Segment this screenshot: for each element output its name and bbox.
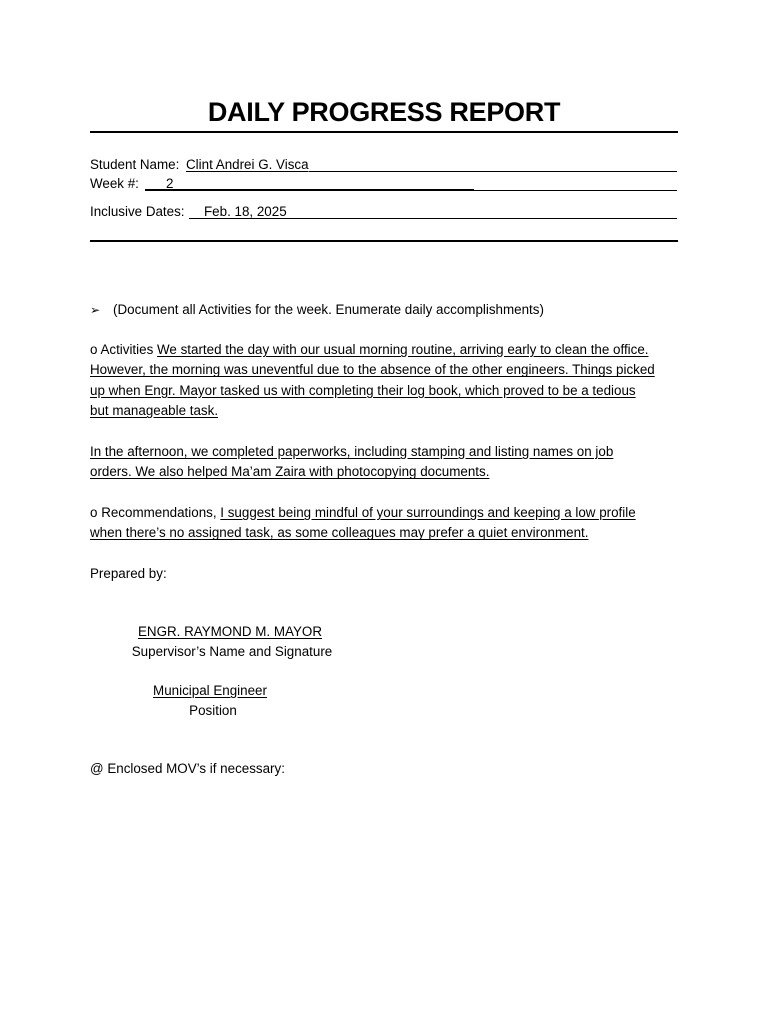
inclusive-dates-label: Inclusive Dates: — [90, 204, 185, 219]
instruction-text: (Document all Activities for the week. Enumerate daily accomplishments) — [113, 302, 544, 317]
prepared-by-label: Prepared by: — [90, 566, 167, 581]
recommendations-paragraph — [90, 503, 680, 544]
student-name-fill-line — [309, 171, 677, 172]
recommendations-marker: o — [90, 505, 98, 520]
activities-marker: o — [90, 342, 98, 357]
enclosed-mov-label: @ Enclosed MOV’s if necessary: — [90, 761, 285, 776]
recommendations-label: Recommendations, — [101, 505, 217, 520]
activities-label: Activities — [100, 342, 154, 357]
activities-line-1 — [90, 340, 680, 360]
activities-line-6: orders. We also helped Ma’am Zaira with photocopying documents. — [90, 464, 490, 480]
arrow-bullet-icon: ➢ — [90, 303, 101, 317]
week-label: Week #: — [90, 176, 139, 191]
title-rule — [90, 131, 678, 133]
activities-line-4: but manageable task. — [90, 403, 219, 419]
recommendations-line-2: when there’s no assigned task, as some colleagues may prefer a quiet environment. — [90, 525, 589, 541]
activities-line-5: In the afternoon, we completed paperworks, including stamping and listing names on job — [90, 444, 614, 460]
student-name-label: Student Name: — [90, 157, 180, 172]
supervisor-position-caption: Position — [189, 703, 237, 718]
activities-text-1: We started the day with our usual morning routine, arriving early to clean the office. — [157, 342, 649, 357]
inclusive-dates-value: Feb. 18, 2025 — [204, 204, 287, 219]
activities-line-2: However, the morning was uneventful due to the absence of the other engineers. Things picked — [90, 362, 655, 378]
student-name-value: Clint Andrei G. Visca — [186, 157, 309, 172]
week-fill-line — [145, 190, 677, 191]
spacer — [90, 422, 680, 442]
week-value: 2 — [166, 176, 174, 191]
supervisor-name: ENGR. RAYMOND M. MAYOR — [137, 624, 322, 639]
week-fill-line-inner — [145, 189, 474, 190]
page-title: DAILY PROGRESS REPORT — [207, 97, 561, 127]
activities-line-3: up when Engr. Mayor tasked us with completing their log book, which proved to be a tedious — [90, 382, 636, 398]
activities-paragraph — [90, 340, 680, 483]
supervisor-position: Municipal Engineer — [153, 683, 267, 698]
supervisor-name-caption: Supervisor’s Name and Signature — [131, 644, 333, 659]
recommendations-line-1 — [90, 503, 680, 523]
header-bottom-rule — [90, 240, 678, 242]
recommendations-text-1: I suggest being mindful of your surroundings and keeping a low profile — [220, 505, 636, 520]
